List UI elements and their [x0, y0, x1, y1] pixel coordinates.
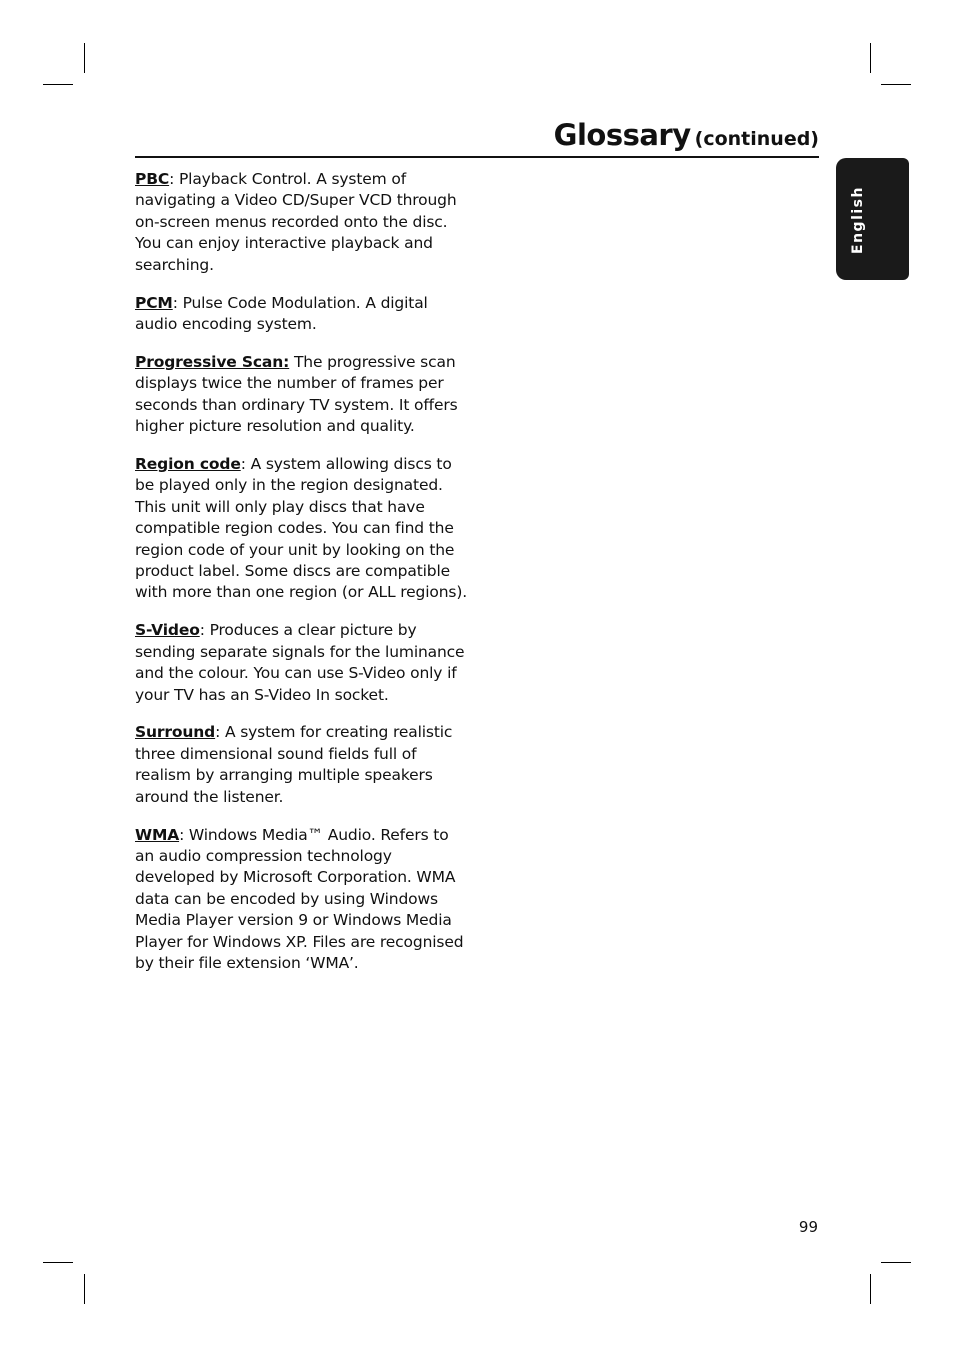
glossary-entry-region-code: [135, 454, 470, 604]
glossary-definition: A system for creating realistic three dimensional sound fields full of realism by arranging multiple speakers around the listener.: [135, 723, 453, 806]
glossary-term: Surround: [135, 723, 216, 742]
crop-mark: [84, 1274, 85, 1304]
glossary-term: Region code: [135, 454, 241, 473]
term-separator: :: [179, 825, 185, 844]
crop-mark: [870, 1274, 871, 1304]
crop-mark: [881, 1262, 911, 1263]
language-tab-label: English: [850, 186, 866, 254]
glossary-term: PCM: [135, 293, 173, 312]
glossary-term: S-Video: [135, 621, 200, 640]
glossary-term: Progressive Scan:: [135, 352, 290, 371]
glossary-definition: Pulse Code Modulation. A digital audio encoding system.: [135, 293, 428, 333]
crop-mark: [870, 43, 871, 73]
glossary-entry-pcm: [135, 293, 470, 336]
glossary-term: PBC: [135, 170, 170, 188]
term-separator: :: [172, 293, 178, 312]
term-separator: :: [169, 170, 175, 188]
glossary-definition: Windows Media™ Audio. Refers to an audio compression technology developed by Microsoft Corporation. WMA data can be encoded by using Windows Media Player version 9 or Windows Media Player for Windows XP. Files are recognised by their file extension ‘WMA’.: [135, 825, 464, 972]
glossary-definition: The progressive scan displays twice the number of frames per seconds than ordinary TV system. It offers higher picture resolution and quality.: [135, 352, 458, 436]
glossary-definition: A system allowing discs to be played only in the region designated. This unit will only play discs that have compatible region codes. You can find the region code of your unit by looking on the product label. Some discs are compatible with more than one region (or ALL regions).: [135, 454, 468, 602]
glossary-entry-surround: [135, 722, 470, 808]
term-separator: :: [240, 454, 246, 473]
glossary-list: [135, 169, 470, 991]
glossary-entry-pbc: [135, 169, 470, 276]
crop-mark: [43, 84, 73, 85]
glossary-entry-wma: [135, 825, 470, 975]
crop-mark: [43, 1262, 73, 1263]
page-header: [135, 112, 819, 158]
glossary-entry-s-video: [135, 620, 470, 706]
term-separator: :: [199, 621, 205, 640]
crop-mark: [881, 84, 911, 85]
title-continued: (continued): [694, 128, 819, 150]
title-main: Glossary: [553, 118, 691, 152]
language-tab: [836, 158, 909, 280]
page-number: 99: [798, 1218, 818, 1236]
term-separator: :: [215, 723, 221, 742]
glossary-definition: Playback Control. A system of navigating a Video CD/Super VCD through on-screen menus recorded onto the disc. You can enjoy interactive playback and searching.: [135, 170, 457, 274]
page-title: [554, 118, 819, 152]
glossary-term: WMA: [135, 825, 180, 844]
glossary-definition: Produces a clear picture by sending separate signals for the luminance and the colour. You can use S-Video only if your TV has an S-Video In socket.: [135, 621, 465, 704]
glossary-entry-progressive-scan: [135, 352, 470, 438]
crop-mark: [84, 43, 85, 73]
